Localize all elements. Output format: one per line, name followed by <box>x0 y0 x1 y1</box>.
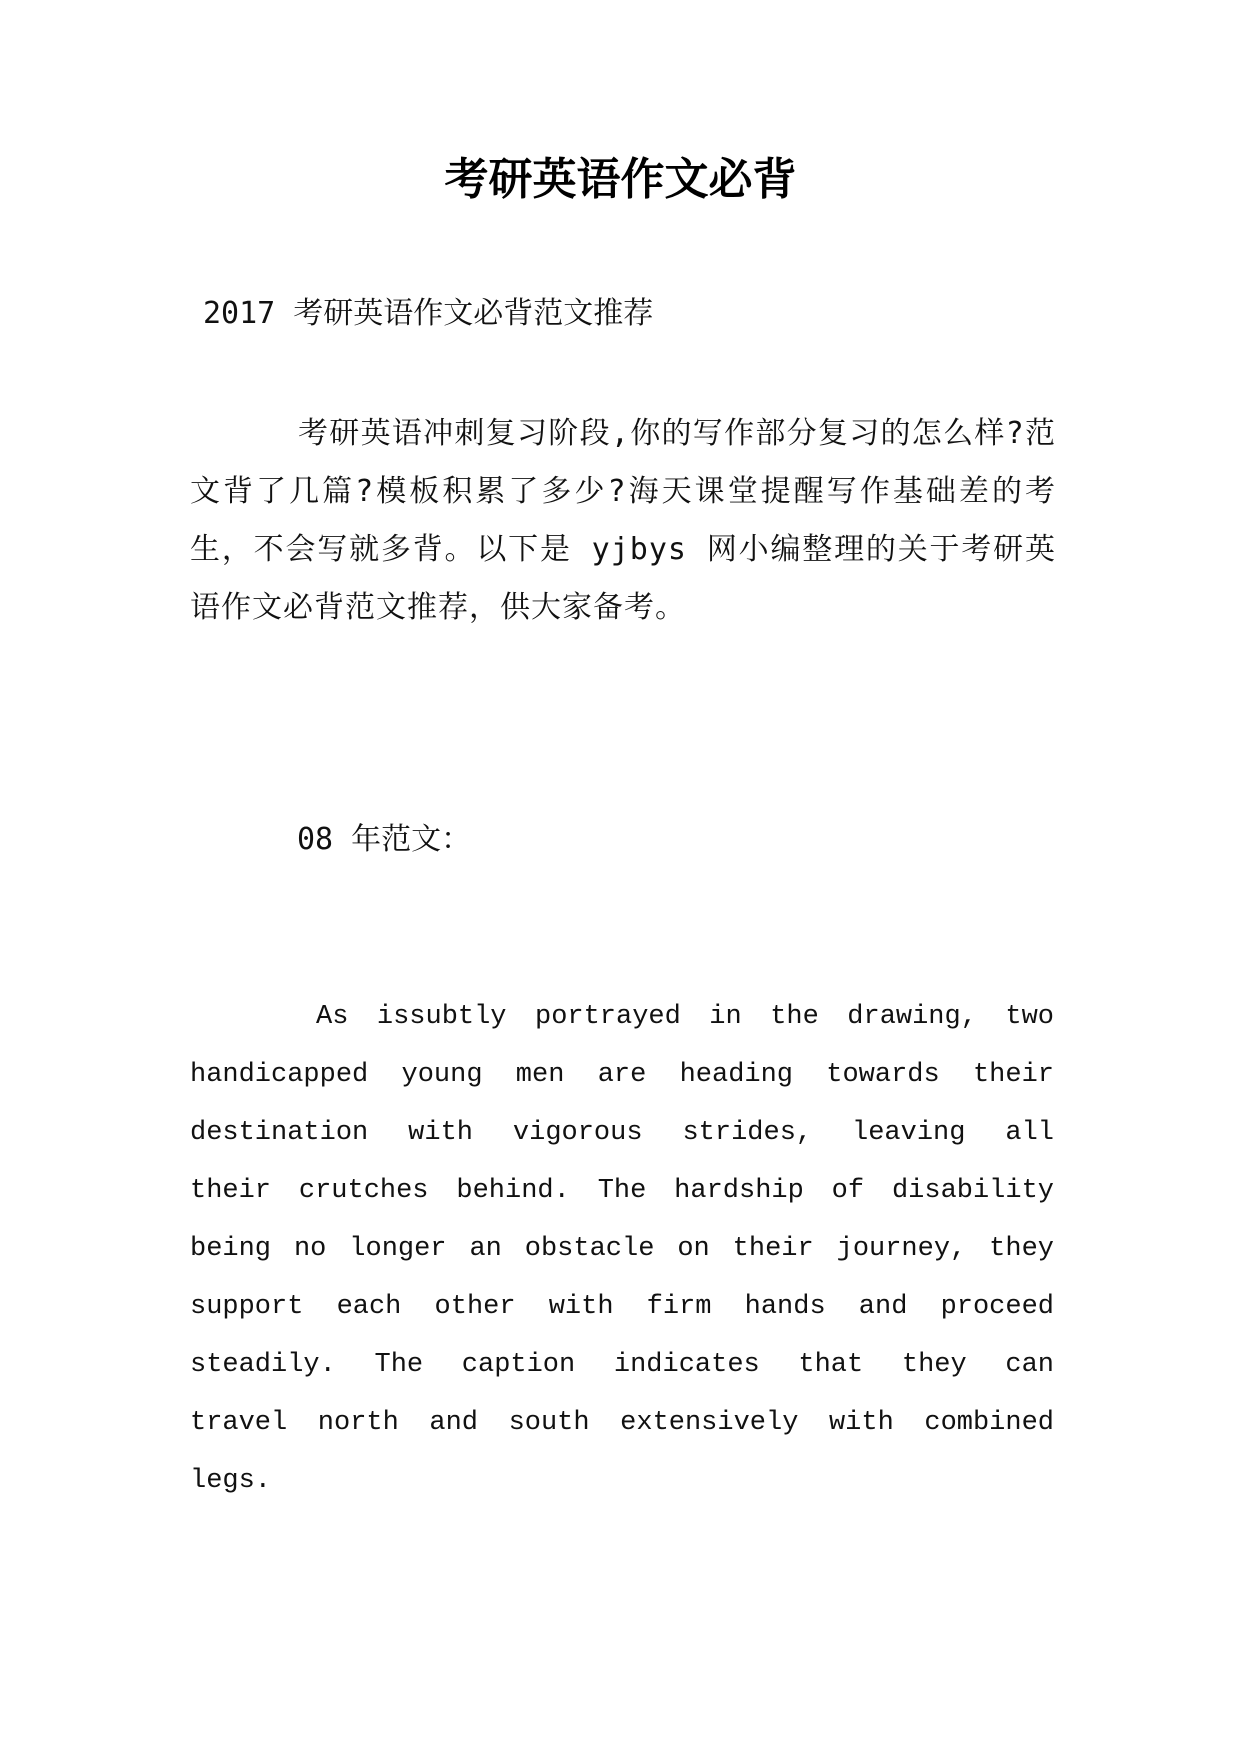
intro-paragraph: 考研英语冲刺复习阶段,你的写作部分复习的怎么样?范文背了几篇?模板积累了多少?海天课堂提醒写作基础差的考生，不会写就多背。以下是 yjbys 网小编整理的关于考研英语作文必背范文推荐，供大家备考。 <box>190 416 1056 625</box>
essay-paragraph: As issubtly portrayed in the drawing, two handicapped young men are heading towards their destination with vigorous strides, leaving all their crutches behind. The hardship of disability being no longer an obstacle on their journey, they support each other with firm hands and proceed steadily. The caption indicates that they can travel north and south extensively with combined legs. <box>190 1002 1054 1496</box>
document-subtitle: 2017 考研英语作文必背范文推荐 <box>203 296 654 331</box>
document-title: 考研英语作文必背 <box>444 154 797 205</box>
section-label: 08 年范文： <box>297 822 472 857</box>
